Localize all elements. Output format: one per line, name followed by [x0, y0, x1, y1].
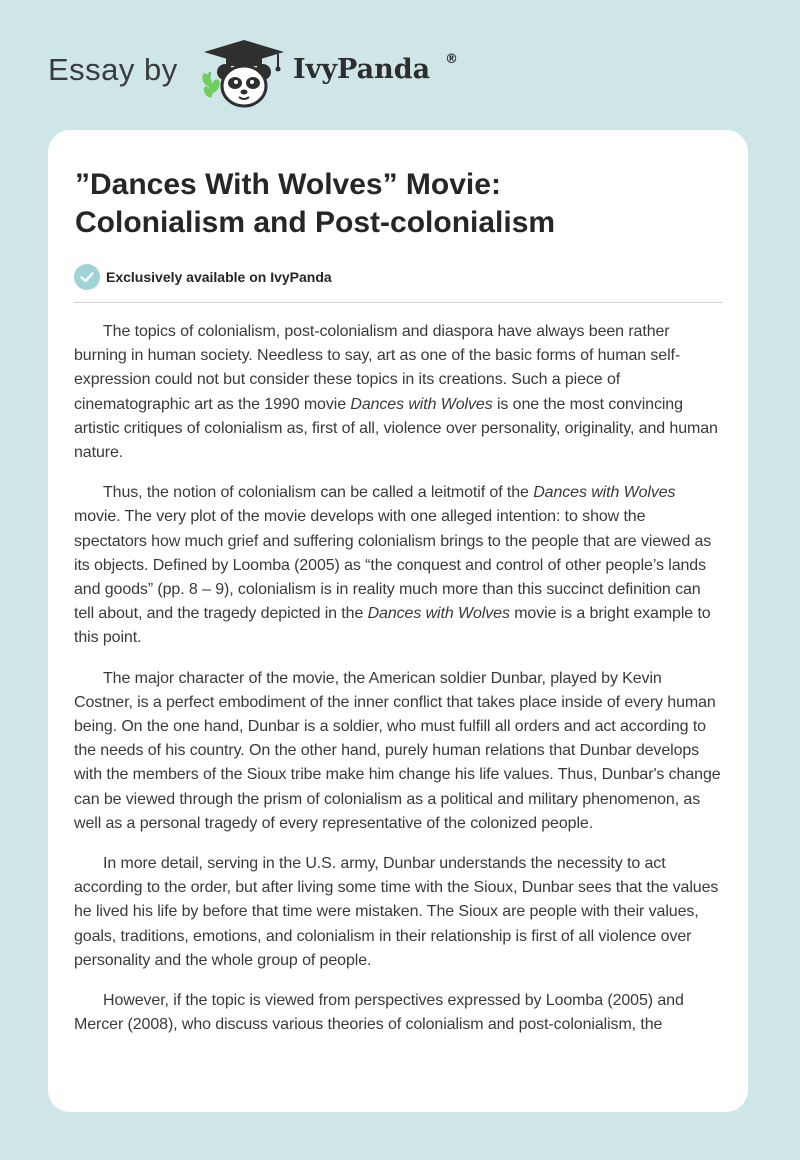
- paragraph-2-movie-title-2: Dances with Wolves: [367, 605, 510, 623]
- paragraph-3: The major character of the movie, the American soldier Dunbar, played by Kevin Costner, is a perfect embodiment of the inner conflict that takes place inside of every human being. On the one hand, Dunbar is a soldier, who must fulfill all orders and act according to the needs of his country. On the other hand, purely human relations that Dunbar develops with the members of the Sioux tribe make him change his life values. Thus, Dunbar's change can be viewed through the prism of colonialism as a political and military phenomenon, as well as a personal tragedy of every representative of the colonized people.: [74, 669, 721, 832]
- divider: [74, 302, 722, 303]
- paragraph-2: [74, 481, 722, 650]
- title-line-2: Colonialism and Post-colonialism: [75, 206, 556, 239]
- registered-mark: ®: [445, 52, 458, 67]
- paragraph-2-text-c: movie. The very plot of the movie develops with one alleged intention: to show the spectators how much grief and suffering colonialism brings to the people that are viewed as its objects. Defined by Loomba (2005) as “the conquest and control of other people’s lands and goods” (pp. 8 – 9), colonialism is in reality much more than this succinct definition can tell about, and the tragedy depicted in the: [74, 508, 712, 623]
- essay-body: [74, 320, 722, 1053]
- panda-graduate-icon[interactable]: [198, 36, 290, 110]
- title-line-1: ”Dances With Wolves” Movie:: [75, 168, 501, 201]
- essay-by-label: Essay by: [48, 52, 178, 87]
- paragraph-4: In more detail, serving in the U.S. army, Dunbar understands the necessity to act according to the order, but after living some time with the Sioux, Dunbar sees that the values he lived his life by before that time were mistaken. The Sioux are people with their values, goals, traditions, emotions, and colonialism in their relationship is first of all violence over personality and the whole group of people.: [74, 855, 719, 969]
- exclusive-badge-text: Exclusively available on IvyPanda: [106, 269, 332, 285]
- brand-name[interactable]: IvyPanda: [293, 54, 431, 85]
- paragraph-1: [74, 320, 722, 465]
- paragraph-1-movie-title: Dances with Wolves: [350, 395, 493, 413]
- paragraph-2-text-a: Thus, the notion of colonialism can be called a leitmotif of the: [103, 484, 534, 502]
- paragraph-1-text-a: The topics of colonialism, post-colonialism and diaspora have always been rather burning in human society. Needless to say, art as one of the basic forms of human self-expression could not but consider these topics in its creations. Such a piece of cinematographic art as the 1990 movie: [74, 323, 681, 413]
- check-circle-icon: [74, 264, 100, 290]
- page-title: [75, 166, 715, 242]
- site-header: [0, 0, 800, 120]
- paragraph-5: However, if the topic is viewed from perspectives expressed by Loomba (2005) and Mercer (2008), who discuss various theories of colonialism and post-colonialism, the: [74, 992, 684, 1034]
- paragraph-1-text-c: is one the most convincing artistic critiques of colonialism as, first of all, violence over personality, originality, and human nature.: [74, 395, 718, 462]
- essay-card: [48, 130, 748, 1112]
- paragraph-2-text-e: movie is a bright example to this point.: [74, 605, 711, 647]
- paragraph-2-movie-title-1: Dances with Wolves: [533, 484, 676, 502]
